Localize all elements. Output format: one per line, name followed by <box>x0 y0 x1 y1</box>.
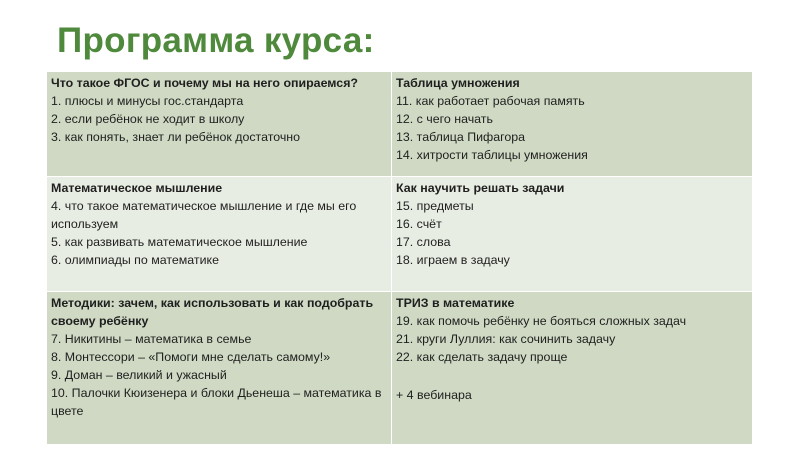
list-item: 1. плюсы и минусы гос.стандарта <box>51 94 244 108</box>
list-item: 10. Палочки Кюизенера и блоки Дьенеша – математика в цвете <box>51 386 382 418</box>
list-item: 15. предметы <box>396 199 474 213</box>
list-item: 22. как сделать задачу проще <box>396 350 568 364</box>
list-item: 17. слова <box>396 235 451 249</box>
table-row <box>47 292 753 445</box>
list-item: 18. играем в задачу <box>396 253 510 267</box>
list-item: 3. как понять, знает ли ребёнок достаточно <box>51 130 301 144</box>
table-cell-math-thinking <box>47 177 392 292</box>
table-row <box>47 72 753 177</box>
list-item: 8. Монтессори – «Помоги мне сделать самому!» <box>51 350 331 364</box>
cell-heading: Методики: зачем, как использовать и как подобрать своему ребёнку <box>51 296 374 328</box>
list-item: 2. если ребёнок не ходит в школу <box>51 112 245 126</box>
cell-heading: Что такое ФГОС и почему мы на него опираемся? <box>51 76 358 90</box>
list-item: 14. хитрости таблицы умножения <box>396 148 588 162</box>
table-cell-fgos <box>47 72 392 177</box>
table-cell-methods <box>47 292 392 445</box>
list-item: 5. как развивать математическое мышление <box>51 235 308 249</box>
list-item: 16. счёт <box>396 217 442 231</box>
list-item: 13. таблица Пифагора <box>396 130 526 144</box>
spacer <box>396 366 745 386</box>
list-item: 7. Никитины – математика в семье <box>51 332 252 346</box>
webinars-note: + 4 вебинара <box>396 388 472 402</box>
list-item: 11. как работает рабочая память <box>396 94 585 108</box>
list-item: 19. как помочь ребёнку не бояться сложных задач <box>396 314 687 328</box>
table-cell-problem-solving <box>392 177 753 292</box>
page-title: Программа курса: <box>57 21 375 60</box>
list-item: 4. что такое математическое мышление и где мы его используем <box>51 199 357 231</box>
table-cell-triz <box>392 292 753 445</box>
list-item: 21. круги Луллия: как сочинить задачу <box>396 332 616 346</box>
cell-heading: Таблица умножения <box>396 76 520 90</box>
table-cell-multiplication <box>392 72 753 177</box>
list-item: 6. олимпиады по математике <box>51 253 219 267</box>
course-program-table <box>46 71 753 445</box>
cell-heading: ТРИЗ в математике <box>396 296 515 310</box>
cell-heading: Математическое мышление <box>51 181 223 195</box>
table-row <box>47 177 753 292</box>
list-item: 12. с чего начать <box>396 112 493 126</box>
cell-heading: Как научить решать задачи <box>396 181 565 195</box>
list-item: 9. Доман – великий и ужасный <box>51 368 227 382</box>
